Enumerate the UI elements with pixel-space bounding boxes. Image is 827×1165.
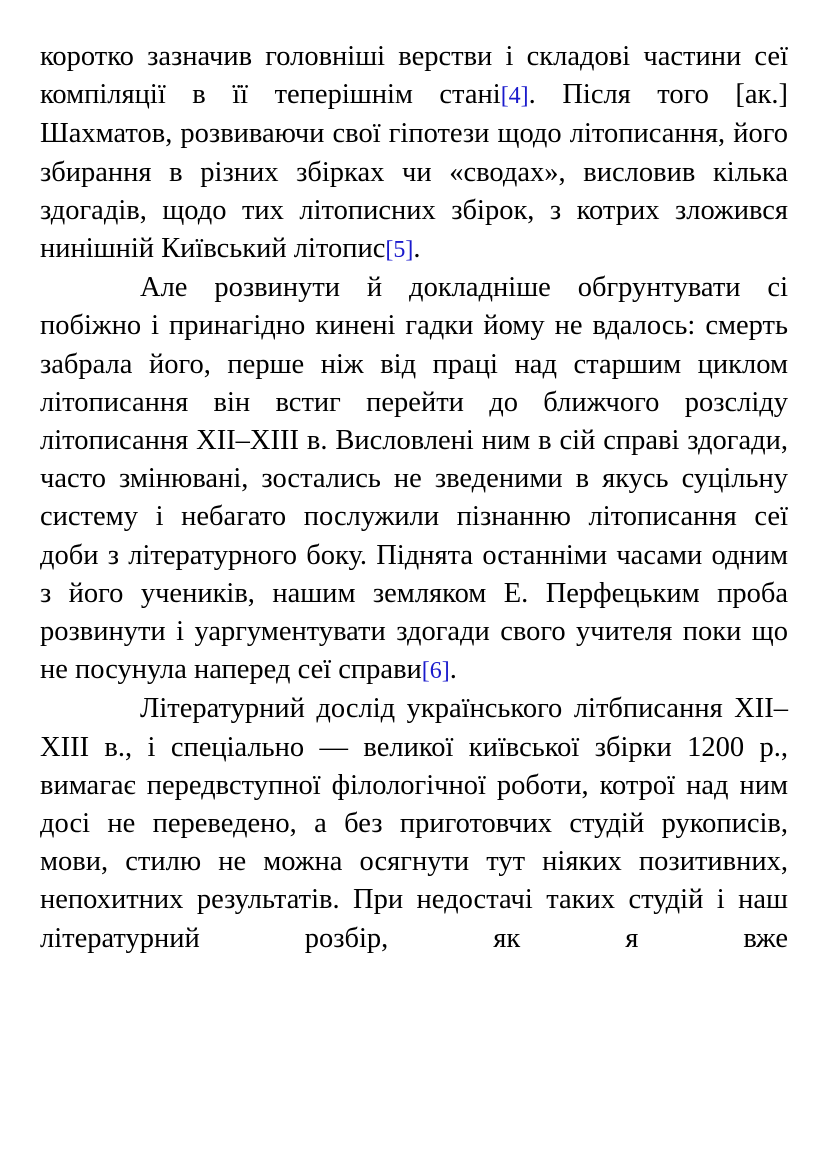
footnote-link-6[interactable]: [6] — [421, 658, 450, 685]
paragraph-2 — [40, 269, 788, 690]
footnote-link-4[interactable]: [4] — [500, 83, 529, 110]
footnote-link-5[interactable]: [5] — [385, 237, 414, 264]
paragraph-1-text-3: . — [413, 233, 421, 265]
paragraph-3-text-1: Літературний дослід українського літбписання XII–XIII в., і спеціально — великої київської збірки 1200 р., вимагає передвступної філологічної роботи, котрої над ним досі не переведено, а без приготовчих студій рукописів, мови, стилю не можна осягнути тут ніяких позитивних, непохитних результатів. При недостачі таких студій і наш літературний розбір, як я вже — [40, 693, 788, 954]
paragraph-2-text-2: . — [449, 654, 457, 686]
paragraph-2-text-1: Але розвинути й докладніше обгрунтувати сі побіжно і принагідно кинені гадки йому не вдалось: смерть забрала його, перше ніж від праці над старшим циклом літописання він встиг перейти до ближчого розсліду літописання XII–XIII в. Висловлені ним в сій справі здогади, часто змінювані, зостались не зведеними в якусь суцільну систему і небагато послужили пізнанню літописання сеї доби з літературного боку. Піднята останніми часами одним з його учеників, нашим земляком Е. Перфецьким проба розвинути і уаргументувати здогади свого учителя поки що не посунула наперед сеї справи — [40, 272, 788, 686]
paragraph-1-text-1: коротко зазначив головніші верстви і складові частини сеї компіляції в її теперішнім стані — [40, 41, 788, 111]
paragraph-1 — [40, 38, 788, 269]
paragraph-1-text-2: . Після того [ак.] Шахматов, розвиваючи свої гіпотези щодо літописання, його збирання в різних збірках чи «сводах», висловив кілька здогадів, щодо тих літописних збірок, з котрих зложився нинішній Київський літопис — [40, 79, 788, 265]
paragraph-3 — [40, 690, 788, 957]
document-page — [40, 38, 788, 958]
